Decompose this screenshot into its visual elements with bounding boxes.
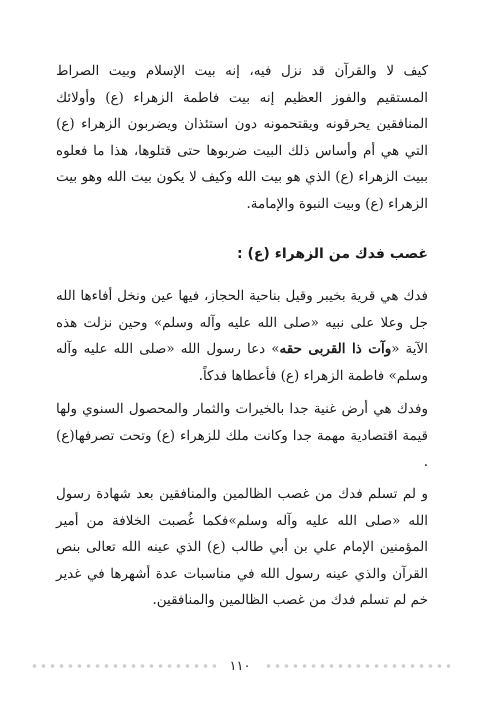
quran-verse: وآت ذا القربى حقه bbox=[279, 341, 392, 357]
paragraph-fadak-value: وفدك هي أرض غنية جدا بالخيرات والثمار والمحصول السنوي ولها قيمة اقتصادية مهمة جدا وكانت ملك للزهراء (ع) وتحت تصرفها(ع) . bbox=[56, 401, 428, 470]
section-heading: غصب فدك من الزهراء (ع) : bbox=[237, 246, 428, 262]
page-footer bbox=[30, 655, 450, 677]
paragraph-fadak-definition bbox=[56, 283, 428, 389]
ornament-right bbox=[264, 661, 450, 671]
ornament-left bbox=[30, 661, 216, 671]
paragraph-fadak-seizure: و لم تسلم فدك من غصب الظالمين والمنافقين بعد شهادة رسول الله «صلى الله عليه وآله وسلم»فكما غُصبت الخلافة من أمير المؤمنين الإمام علي بن أبي طالب (ع) الذي عينه الله تعالى بنص القرآن والذي عينه رسول الله في مناسبات عدة أشهرها في غدير خم لم تسلم فدك من غصب الظالمين والمنافقين. bbox=[56, 486, 428, 608]
paragraph-intro: كيف لا والقرآن قد نزل فيه، إنه بيت الإسلام وبيت الصراط المستقيم والفوز العظيم إنه بيت فاطمة الزهراء (ع) وأولائك المنافقين يحرقونه ويقتحمونه دون استئذان ويضربون الزهراء (ع) التي هي أم وأساس ذلك البيت ضربوها حتى قتلوها، هذا ما فعلوه ببيت الزهراء (ع) الذي هو بيت الله وكيف لا يكون بيت الله وهو بيت الزهراء (ع) وبيت النبوة والإمامة. bbox=[56, 63, 428, 212]
page-number: ١١٠ bbox=[216, 659, 265, 674]
paragraph-fadak-text-start: فدك هي قرية بخيبر وقيل بناحية الحجاز، فيها عين ونخل أفاءها الله جل وعلا على نبيه «صلى الله عليه وآله وسلم» وحين نزلت هذه الآية « bbox=[56, 288, 428, 357]
paragraph-fadak-text-end: » دعا رسول الله «صلى الله عليه وآله وسلم» فاطمة الزهراء (ع) فأعطاها فدكاً. bbox=[56, 341, 428, 384]
